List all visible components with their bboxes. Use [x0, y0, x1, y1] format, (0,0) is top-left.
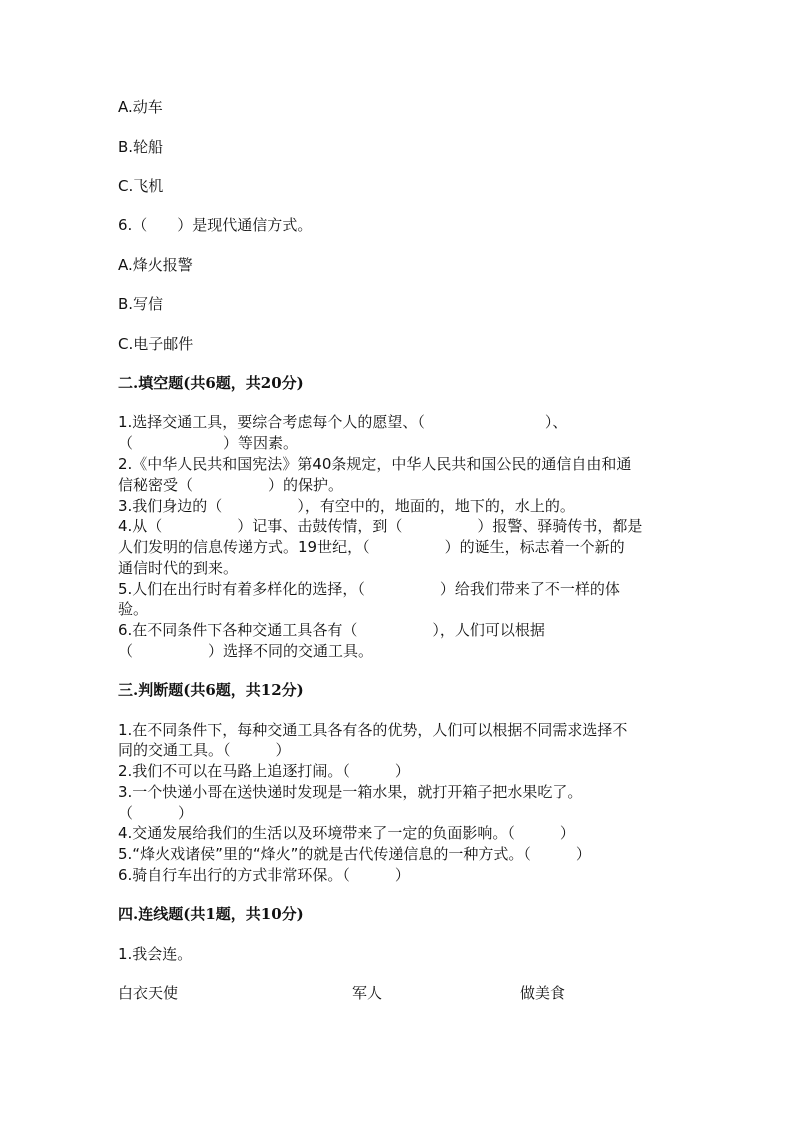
fill-line: 人们发明的信息传递方式。19世纪，（ ）的诞生，标志着一个新的	[118, 538, 625, 556]
fill-line: 6.在不同条件下各种交通工具各有（ ），人们可以根据	[118, 621, 545, 639]
judge-line: 2.我们不可以在马路上追逐打闹。（ ）	[118, 762, 410, 780]
fill-line: （ ）等因素。	[118, 434, 299, 452]
match-item: 做美食	[520, 984, 566, 1002]
judge-line: 3.一个快递小哥在送快递时发现是一箱水果，就打开箱子把水果吃了。	[118, 783, 583, 801]
fill-line: （ ）选择不同的交通工具。	[118, 642, 374, 660]
section-heading-matching: 四.连线题(共1题，共10分)	[118, 905, 304, 923]
matching-q1-stem: 1.我会连。	[118, 945, 193, 963]
q6-option-a: A.烽火报警	[118, 256, 193, 274]
q5-option-a: A.动车	[118, 98, 163, 116]
q6-option-b: B.写信	[118, 295, 164, 313]
judge-line: （ ）	[118, 804, 194, 822]
fill-line: 3.我们身边的（ ），有空中的，地面的，地下的，水上的。	[118, 497, 575, 515]
fill-line: 5.人们在出行时有着多样化的选择，（ ）给我们带来了不一样的体	[118, 580, 620, 598]
q6-option-c: C.电子邮件	[118, 335, 194, 353]
section-heading-true-false: 三.判断题(共6题，共12分)	[118, 681, 304, 699]
fill-line: 4.从（ ）记事、击鼓传情，到（ ）报警、驿骑传书，都是	[118, 517, 643, 535]
match-item: 白衣天使	[118, 984, 179, 1002]
q5-option-b: B.轮船	[118, 138, 164, 156]
judge-line: 1.在不同条件下，每种交通工具各有各的优势，人们可以根据不同需求选择不	[118, 721, 628, 739]
fill-line: 1.选择交通工具，要综合考虑每个人的愿望、（ ）、	[118, 413, 568, 431]
match-item: 军人	[352, 984, 383, 1002]
fill-line: 2.《中华人民共和国宪法》第40条规定，中华人民共和国公民的通信自由和通	[118, 455, 632, 473]
q6-stem: 6.（ ）是现代通信方式。	[118, 216, 313, 234]
fill-line: 通信时代的到来。	[118, 559, 239, 577]
q5-option-c: C.飞机	[118, 177, 164, 195]
fill-line: 验。	[118, 600, 149, 618]
judge-line: 6.骑自行车出行的方式非常环保。（ ）	[118, 866, 410, 884]
judge-line: 5.“烽火戏诸侯”里的“烽火”的就是古代传递信息的一种方式。（ ）	[118, 845, 591, 863]
judge-line: 同的交通工具。（ ）	[118, 741, 291, 759]
section-heading-fill-blank: 二.填空题(共6题，共20分)	[118, 374, 304, 392]
judge-line: 4.交通发展给我们的生活以及环境带来了一定的负面影响。（ ）	[118, 824, 575, 842]
fill-line: 信秘密受（ ）的保护。	[118, 476, 344, 494]
